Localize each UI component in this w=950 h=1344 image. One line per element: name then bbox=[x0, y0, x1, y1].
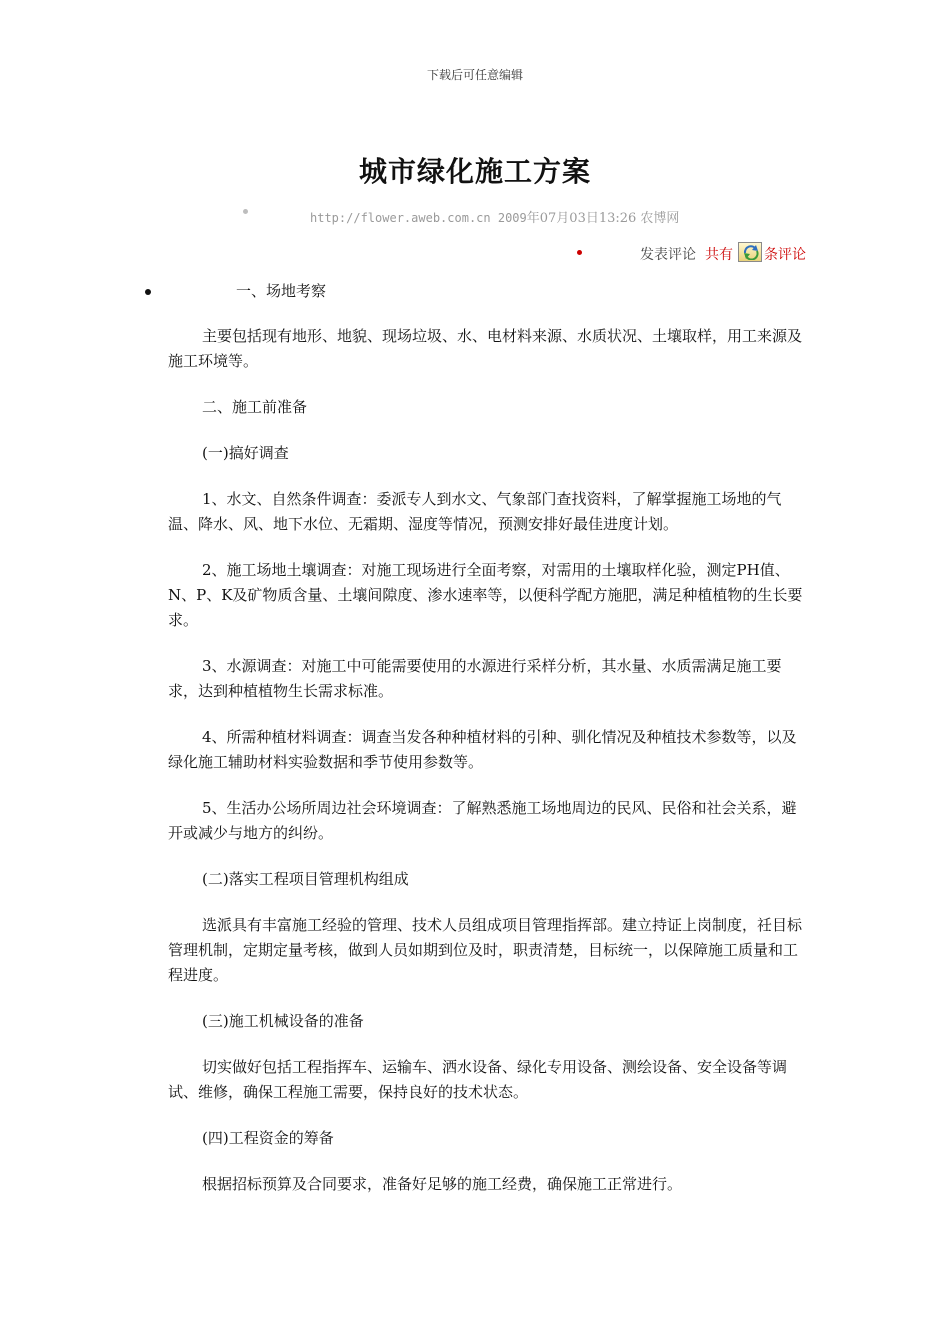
paragraph-equipment: 切实做好包括工程指挥车、运输车、洒水设备、绿化专用设备、测绘设备、安全设备等调试、维修，确保工程施工需要，保持良好的技术状态。 bbox=[168, 1058, 788, 1101]
article-body bbox=[168, 324, 808, 1218]
comment-count-suffix[interactable]: 条评论 bbox=[764, 247, 806, 263]
subheading-funding: (四)工程资金的筹备 bbox=[202, 1129, 334, 1147]
paragraph-management: 选派具有丰富施工经验的管理、技术人员组成项目管理指挥部。建立持证上岗制度，祍目标管理机制，定期定量考核，做到人员如期到位及时，职责清楚，目标统一，以保障施工质量和工程进度。 bbox=[168, 916, 803, 984]
header-note: 下载后可任意编辑 bbox=[426, 68, 523, 82]
meta-source-link[interactable]: http://flower.aweb.com.cn 2009 bbox=[310, 211, 527, 225]
subheading-equipment: (三)施工机械设备的准备 bbox=[202, 1012, 364, 1030]
meta-date: 年07月03日13:26 农博网 bbox=[526, 211, 680, 226]
page-title: 城市绿化施工方案 bbox=[358, 155, 591, 188]
meta-text bbox=[310, 207, 679, 226]
comment-count-prefix: 共有 bbox=[705, 247, 733, 263]
meta-bullet bbox=[243, 209, 248, 214]
post-comment-link[interactable]: 发表评论 bbox=[640, 247, 696, 263]
list-item-water-source: 3、水源调查：对施工中可能需要使用的水源进行采样分析，其水量、水质需满足施工要求，达到种植植物生长需求标准。 bbox=[168, 657, 782, 700]
comment-count-icon[interactable] bbox=[738, 242, 762, 262]
subheading-management: (二)落实工程项目管理机构组成 bbox=[202, 870, 409, 888]
paragraph-site-survey: 主要包括现有地形、地貌、现场垃圾、水、电材料来源、水质状况、土壤取样，用工来源及施工环境等。 bbox=[168, 327, 803, 370]
comment-bullet bbox=[577, 250, 582, 255]
paragraph-funding: 根据招标预算及合同要求，准备好足够的施工经费，确保施工正常进行。 bbox=[202, 1175, 683, 1193]
section-heading-site-survey: 一、场地考察 bbox=[236, 282, 327, 300]
list-item-social-environment: 5、生活办公场所周边社会环境调查：了解熟悉施工场地周边的民风、民俗和社会关系，避开或减少与地方的纠纷。 bbox=[168, 799, 797, 842]
list-item-soil: 2、施工场地土壤调查：对施工现场进行全面考察，对需用的土壤取样化验，测定PH值、N、P、K及矿物质含量、土壤间隙度、渗水速率等，以便科学配方施肥，满足种植植物的生长要求。 bbox=[168, 561, 803, 629]
list-item-planting-material: 4、所需种植材料调查：调查当发各种种植材料的引种、驯化情况及种植技术参数等，以及绿化施工辅助材料实验数据和季节使用参数等。 bbox=[168, 728, 797, 771]
list-bullet bbox=[145, 289, 151, 295]
section-heading-preparation: 二、施工前准备 bbox=[202, 398, 308, 416]
list-item-hydrology: 1、水文、自然条件调查：委派专人到水文、气象部门查找资料，了解掌握施工场地的气温、降水、风、地下水位、无霜期、湿度等情况，预测安排好最佳进度计划。 bbox=[168, 490, 782, 533]
refresh-icon bbox=[741, 244, 761, 260]
subheading-survey: (一)搞好调查 bbox=[202, 444, 289, 462]
